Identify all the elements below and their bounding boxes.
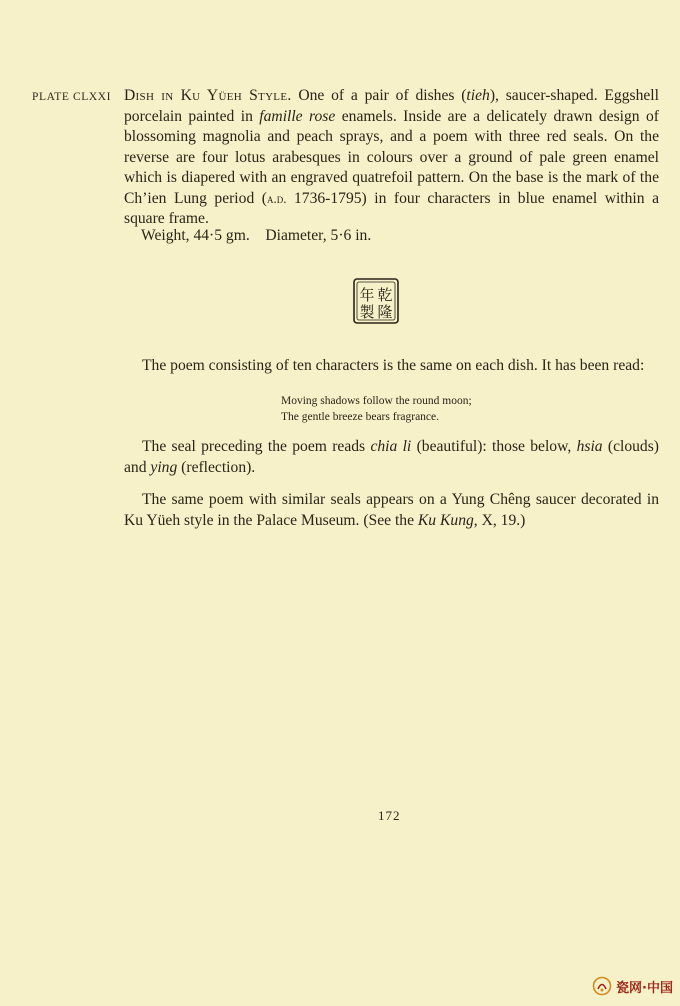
reign-mark-seal: [352, 277, 400, 325]
term-ying: ying: [150, 459, 178, 476]
term-ku-kung: Ku Kung: [417, 512, 474, 529]
seal-text-3: (clouds) and: [124, 438, 659, 476]
entry-text-1: One of a pair of dishes (: [291, 87, 467, 104]
entry-paragraph: [124, 86, 659, 230]
mark-char: 隆: [377, 303, 393, 321]
poem-line: Moving shadows follow the round moon;: [281, 395, 472, 407]
term-hsia: hsia: [576, 438, 603, 455]
mark-char: 乾: [377, 286, 393, 304]
seal-text-2: (beautiful): those below,: [411, 438, 577, 455]
weight-diameter-line: Weight, 44·5 gm. Diameter, 5·6 in.: [141, 227, 372, 244]
site-watermark: [592, 976, 673, 996]
poem-line: The gentle breeze bears fragrance.: [281, 410, 440, 423]
seal-text-1: The seal preceding the poem reads: [142, 438, 371, 455]
mark-char: 年: [359, 286, 375, 304]
seal-paragraph: [124, 436, 659, 478]
reference-text-1: The same poem with similar seals appears on a Yung Chêng saucer decorated in Ku Yüeh style in the Palace Museum. (See the: [124, 491, 659, 529]
page-number: 172: [378, 808, 401, 823]
poem-intro-paragraph: The poem consisting of ten characters is the same on each dish. It has been read:: [142, 357, 645, 374]
mark-char: 製: [359, 303, 375, 321]
era-abbrev: a.d.: [266, 190, 287, 206]
term-tieh: tieh: [466, 87, 490, 104]
entry-text-3: enamels. Inside are a delicately drawn design of blossoming magnolia and peach sprays, and a poem with three red seals. On the reverse are four lotus arabesques in colours over a ground of pale green enamel which is diapered with an engraved quatrefoil pattern. On the base is the mark of the Ch’ien Lung period (: [124, 107, 659, 207]
seal-text-4: (reflection).: [177, 459, 256, 476]
term-chia-li: chia li: [370, 438, 412, 455]
entry-title: Dish in Ku Yüeh Style.: [124, 87, 292, 104]
entry-text-2: ), saucer-shaped. Eggshell porcelain painted in: [124, 87, 659, 125]
poem-block: [281, 394, 472, 425]
porcelain-logo-icon: [592, 976, 612, 996]
term-famille-rose: famille rose: [259, 107, 336, 125]
reference-text-2: , X, 19.): [473, 512, 526, 529]
plate-number: PLATE CLXXI: [32, 91, 112, 103]
entry-text-4: 1736-1795) in four characters in blue enamel within a square frame.: [124, 189, 659, 227]
watermark-text: 瓷网·中国: [616, 980, 673, 996]
reference-paragraph: [124, 489, 659, 531]
